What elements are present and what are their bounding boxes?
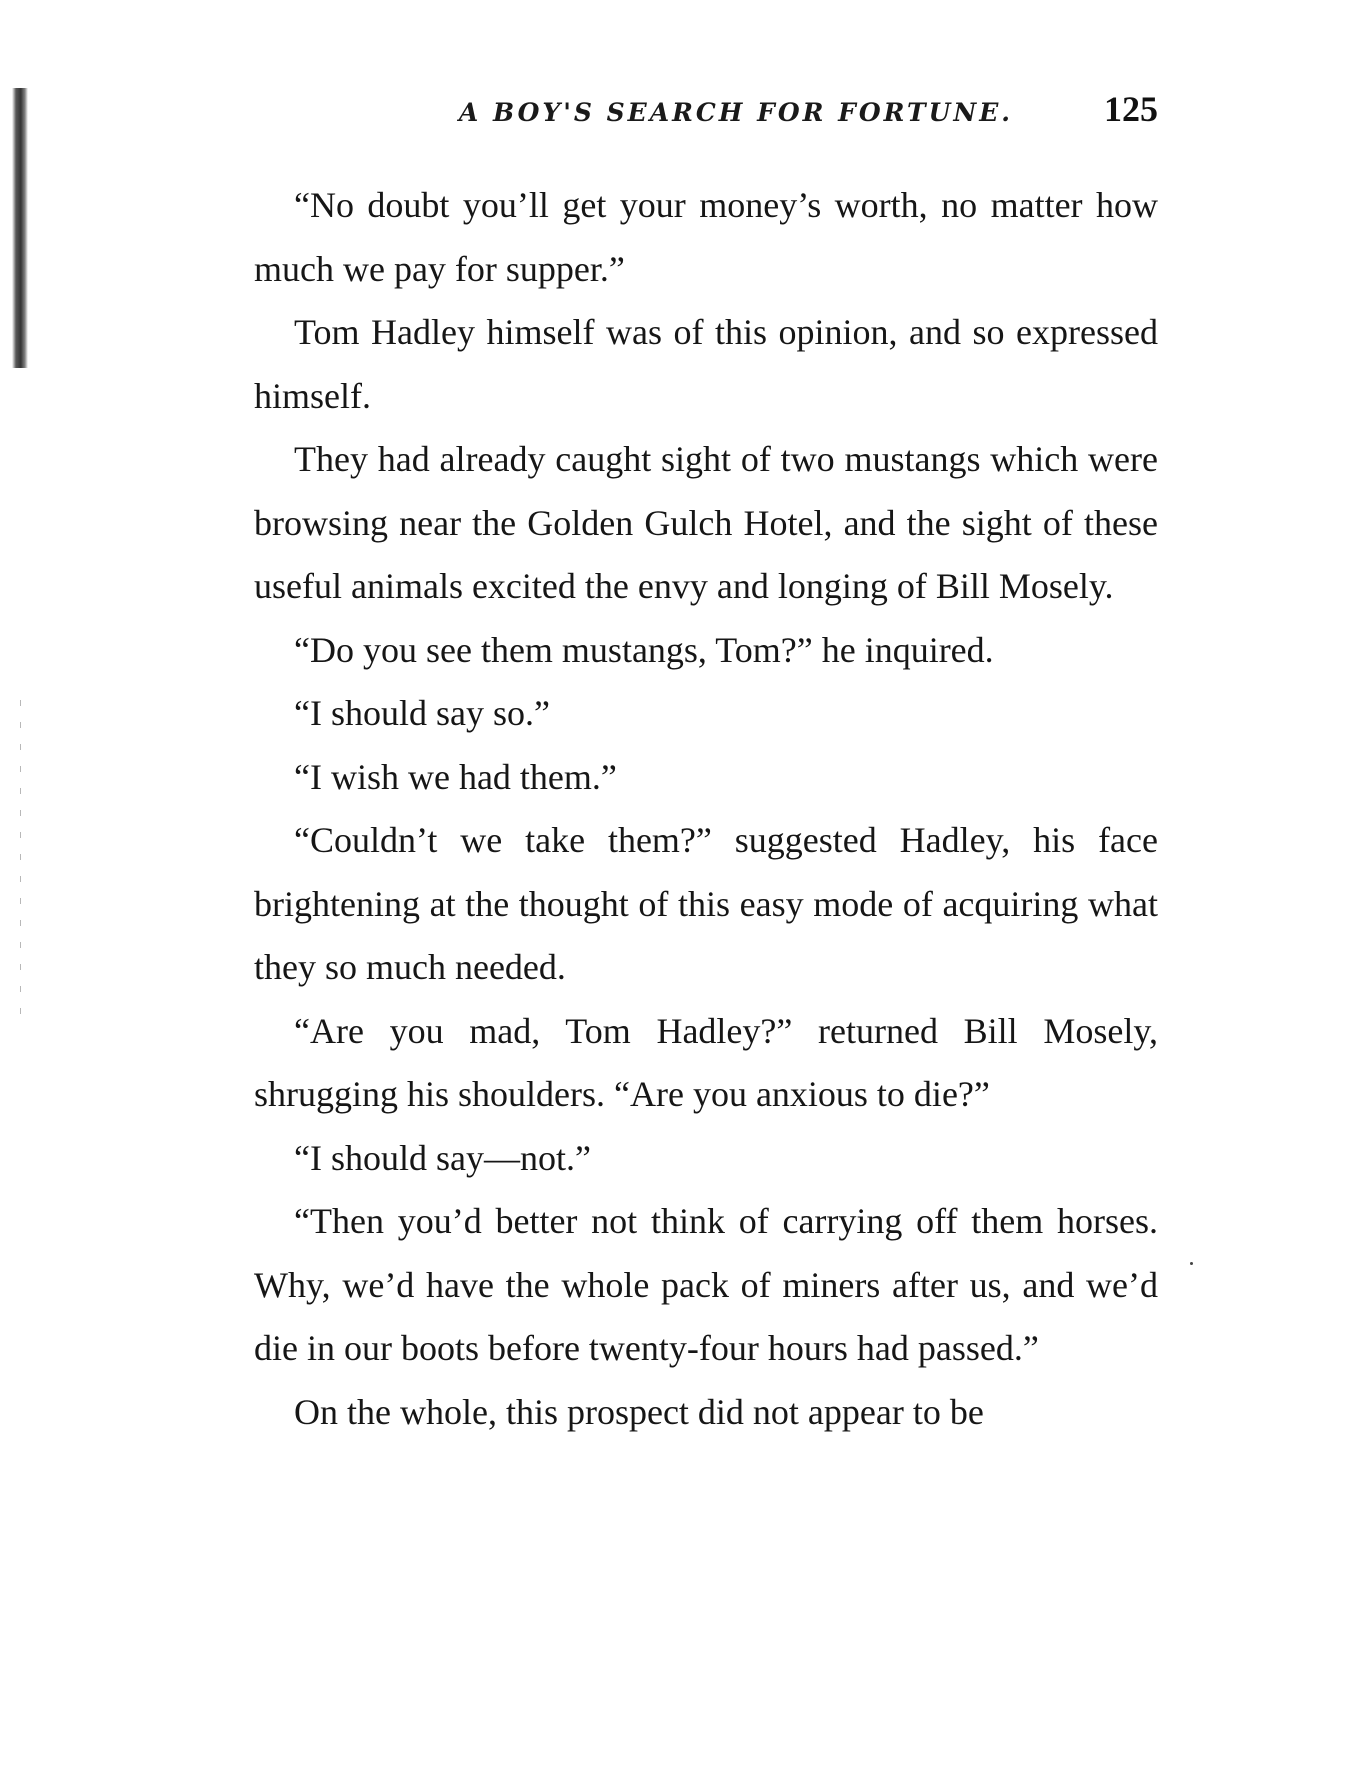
paragraph-7: “Couldn’t we take them?” suggested Hadley, his face brightening at the thought of this easy mode of acquiring what they so much needed. <box>254 820 1158 987</box>
paragraph-1: “No doubt you’ll get your money’s worth, no matter how much we pay for supper.” <box>254 185 1158 289</box>
body-text <box>254 174 1158 1444</box>
paragraph-8: “Are you mad, Tom Hadley?” returned Bill Mosely, shrugging his shoulders. “Are you anxious to die?” <box>254 1010 1158 1114</box>
binding-shadow <box>12 88 28 368</box>
running-title: A BOY'S SEARCH FOR FORTUNE. <box>458 98 1013 127</box>
paragraph-5: “I should say so.” <box>294 693 550 733</box>
paragraph-9: “I should say—not.” <box>294 1137 591 1178</box>
paragraph-6: “I wish we had them.” <box>294 756 617 797</box>
paragraph-3: They had already caught sight of two mustangs which were browsing near the Golden Gulch Hotel, and the sight of these useful animals excited the envy and longing of Bill Mosely. <box>254 439 1158 606</box>
page-header <box>254 88 1158 136</box>
paragraph-4: “Do you see them mustangs, Tom?” he inquired. <box>294 629 994 670</box>
print-speck <box>1190 1262 1193 1265</box>
paragraph-11: On the whole, this prospect did not appear to be <box>294 1391 984 1432</box>
paragraph-10: “Then you’d better not think of carrying off them horses. Why, we’d have the whole pack of miners after us, and we’d die in our boots before twenty-four hours had passed.” <box>254 1201 1158 1368</box>
binding-trace <box>20 700 21 1030</box>
paragraph-2: Tom Hadley himself was of this opinion, and so expressed himself. <box>254 312 1158 416</box>
page-number: 125 <box>1104 89 1158 129</box>
